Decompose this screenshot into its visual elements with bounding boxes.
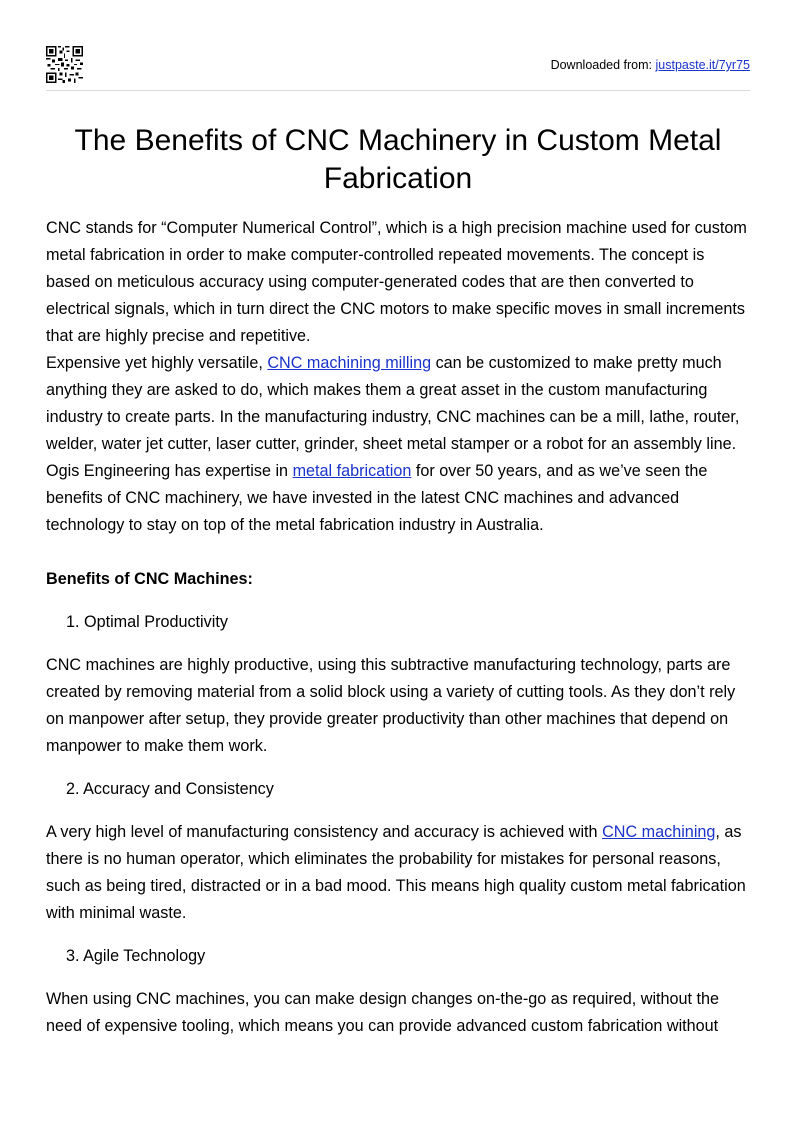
intro-p2-text: Expensive yet highly versatile,	[46, 354, 268, 372]
benefit-2-title: 2. Accuracy and Consistency	[66, 780, 274, 798]
cnc-milling-link[interactable]: CNC machining milling	[267, 354, 432, 372]
cnc-machining-link[interactable]: CNC machining	[602, 823, 716, 841]
intro-p3-text-after: for over 50 years, and as we’ve seen the benefits of CNC machinery, we have invested in the latest CNC machines and advanced technology to stay on top of the metal fabrication industry in Australia.	[46, 462, 708, 534]
benefit-2-text	[46, 819, 750, 927]
intro-p3-text: Ogis Engineering has expertise in	[46, 462, 293, 480]
benefit-3-text: When using CNC machines, you can make design changes on-the-go as required, without the need of expensive tooling, which means you can provide advanced custom fabrication without	[46, 990, 720, 1035]
downloaded-label: Downloaded from:	[550, 58, 656, 72]
intro-paragraph-3	[46, 458, 750, 539]
qr-code-icon	[46, 46, 83, 83]
page-header	[46, 46, 750, 91]
metal-fabrication-link[interactable]: metal fabrication	[292, 462, 412, 480]
page-title: The Benefits of CNC Machinery in Custom Metal Fabrication	[74, 124, 722, 195]
benefit-1-title: 1. Optimal Productivity	[66, 613, 228, 631]
article-body	[46, 215, 750, 1040]
downloaded-from	[551, 58, 750, 72]
benefit-3-title: 3. Agile Technology	[66, 947, 206, 965]
intro-paragraph-1: CNC stands for “Computer Numerical Control”, which is a high precision machine used for custom metal fabrication in order to make computer-controlled repeated movements. The concept is based on meticulous accuracy using computer-generated codes that are then converted to electrical signals, which in turn direct the CNC motors to make specific moves in small increments that are highly precise and repetitive.	[46, 219, 747, 345]
benefit-2-text-before: A very high level of manufacturing consistency and accuracy is achieved with	[46, 823, 603, 841]
benefit-1-text: CNC machines are highly productive, using this subtractive manufacturing technology, parts are created by removing material from a solid block using a variety of cutting tools. As they don’t rely on manpower after setup, they provide greater productivity than other machines that depend on manpower to make them work.	[46, 656, 736, 755]
intro-paragraph-2	[46, 350, 750, 458]
source-link[interactable]: justpaste.it/7yr75	[655, 58, 750, 72]
intro-p2-text-after: can be customized to make pretty much anything they are asked to do, which makes them a great asset in the custom manufacturing industry to create parts. In the manufacturing industry, CNC machines can be a mill, lathe, router, welder, water jet cutter, laser cutter, grinder, sheet metal stamper or a robot for an assembly line.	[46, 354, 740, 453]
benefit-2-text-after: , as there is no human operator, which eliminates the probability for mistakes for personal reasons, such as being tired, distracted or in a bad mood. This means high quality custom metal fabrication with minimal waste.	[46, 823, 746, 922]
benefits-heading: Benefits of CNC Machines:	[46, 570, 253, 588]
